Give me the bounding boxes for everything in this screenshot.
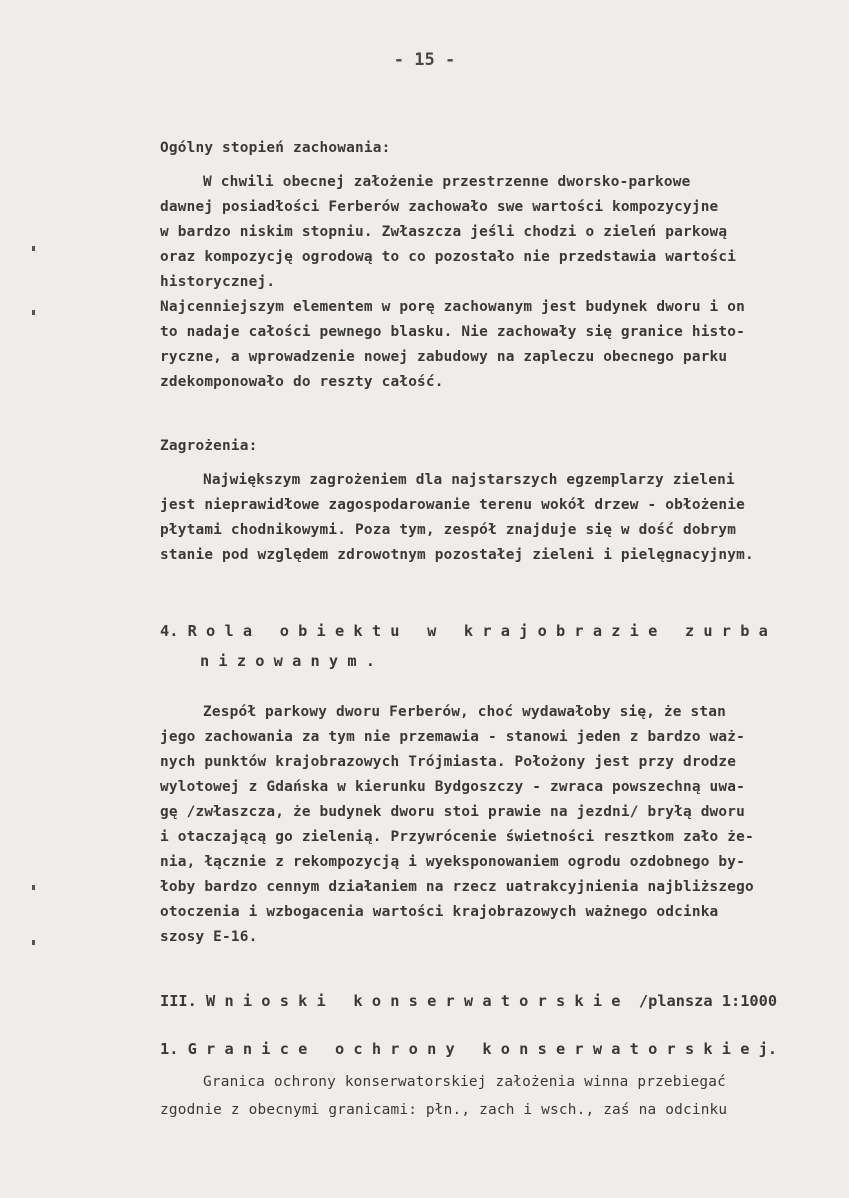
- paragraph-line: płytami chodnikowymi. Poza tym, zespół znajduje się w dość dobrym: [160, 522, 737, 538]
- paragraph-line: otoczenia i wzbogacenia wartości krajobrazowych ważnego odcinka: [160, 904, 719, 920]
- margin-mark: [32, 885, 35, 890]
- paragraph-line: i otaczającą go zielenią. Przywrócenie świetności resztkom zało że-: [160, 829, 754, 845]
- paragraph-line: W chwili obecnej założenie przestrzenne dworsko-parkowe: [203, 174, 691, 190]
- section-heading: III. W n i o s k i k o n s e r w a t o r s k i e /plansza 1:1000: [160, 992, 778, 1010]
- paragraph-line: szosy E-16.: [160, 929, 258, 945]
- paragraph-line: jest nieprawidłowe zagospodarowanie terenu wokół drzew - obłożenie: [160, 497, 746, 513]
- paragraph-line: łoby bardzo cennym działaniem na rzecz uatrakcyjnienia najbliższego: [160, 879, 754, 895]
- paragraph-line: zgodnie z obecnymi granicami: płn., zach i wsch., zaś na odcinku: [160, 1102, 728, 1118]
- page-number: - 15 -: [393, 50, 456, 70]
- paragraph-line: oraz kompozycję ogrodową to co pozostało nie przedstawia wartości: [160, 249, 737, 265]
- paragraph-line: zdekomponowało do reszty całość.: [160, 374, 444, 390]
- subsection-heading: 1. G r a n i c e o c h r o n y k o n s e r w a t o r s k i e j.: [160, 1040, 778, 1058]
- paragraph-line: gę /zwłaszcza, że budynek dworu stoi prawie na jezdni/ bryłą dworu: [160, 804, 746, 820]
- paragraph-line: ryczne, a wprowadzenie nowej zabudowy na zapleczu obecnego parku: [160, 349, 728, 365]
- paragraph-line: historycznej.: [160, 274, 276, 290]
- paragraph-line: nia, łącznie z rekompozycją i wyeksponowaniem ogrodu ozdobnego by-: [160, 854, 746, 870]
- paragraph-line: Najcenniejszym elementem w porę zachowanym jest budynek dworu i on: [160, 299, 746, 315]
- paragraph-line: to nadaje całości pewnego blasku. Nie zachowały się granice histo-: [160, 324, 746, 340]
- paragraph-line: Największym zagrożeniem dla najstarszych egzemplarzy zieleni: [203, 472, 735, 488]
- paragraph-line: Granica ochrony konserwatorskiej założenia winna przebiegać: [203, 1074, 726, 1090]
- paragraph-line: wylotowej z Gdańska w kierunku Bydgoszczy - zwraca powszechną uwa-: [160, 779, 746, 795]
- margin-mark: [32, 246, 35, 251]
- paragraph-line: jego zachowania za tym nie przemawia - stanowi jeden z bardzo waż-: [160, 729, 746, 745]
- paragraph-line: Zespół parkowy dworu Ferberów, choć wydawałoby się, że stan: [203, 704, 726, 720]
- margin-mark: [32, 310, 35, 315]
- margin-mark: [32, 940, 35, 945]
- paragraph-line: nych punktów krajobrazowych Trójmiasta. Położony jest przy drodze: [160, 754, 737, 770]
- paragraph-line: stanie pod względem zdrowotnym pozostałej zieleni i pielęgnacyjnym.: [160, 547, 754, 563]
- section-heading: 4. R o l a o b i e k t u w k r a j o b r a z i e z u r b a: [160, 622, 768, 640]
- paragraph-line: dawnej posiadłości Ferberów zachowało swe wartości kompozycyjne: [160, 199, 719, 215]
- section-heading: Zagrożenia:: [160, 438, 258, 454]
- section-heading-continued: n i z o w a n y m .: [200, 652, 375, 670]
- section-heading: Ogólny stopień zachowania:: [160, 140, 391, 156]
- paragraph-line: w bardzo niskim stopniu. Zwłaszcza jeśli chodzi o zieleń parkową: [160, 224, 728, 240]
